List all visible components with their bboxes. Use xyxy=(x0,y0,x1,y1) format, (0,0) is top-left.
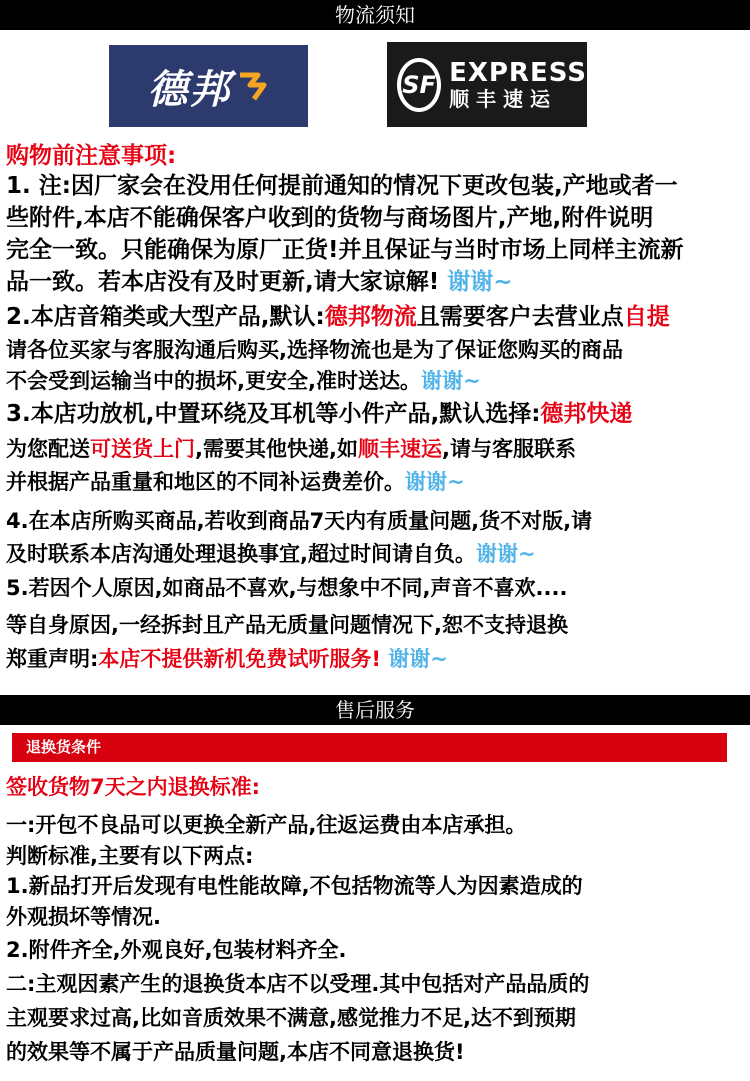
notice-item2-line2: 请各位买家与客服沟通后购买,选择物流也是为了保证您购买的商品 xyxy=(6,338,623,362)
notice-item3-line3: 并根据产品重量和地区的不同补运费差价。谢谢~ xyxy=(6,470,465,494)
sf-logo-chinese: 顺丰速运 xyxy=(449,86,558,111)
return-line-e: 2.附件齐全,外观良好,包装材料齐全. xyxy=(6,938,347,962)
divider xyxy=(12,761,727,762)
return-line-h: 的效果等不属于产品质量问题,本店不同意退换货! xyxy=(6,1040,465,1064)
thanks-text: 谢谢~ xyxy=(447,269,513,295)
notice-heading: 购物前注意事项: xyxy=(6,143,177,169)
sf-circle-icon: SF xyxy=(397,58,441,112)
notice-item4-line1: 4.在本店所购买商品,若收到商品7天内有质量问题,货不对版,请 xyxy=(6,509,593,533)
notice-item3-line2: 为您配送可送货上门,需要其他快递,如顺丰速运,请与客服联系 xyxy=(6,437,576,461)
return-line-b: 判断标准,主要有以下两点: xyxy=(6,844,254,868)
notice-item5-line3: 郑重声明:本店不提供新机免费试听服务! 谢谢~ xyxy=(6,647,448,671)
notice-item2-line3: 不会受到运输当中的损坏,更安全,准时送达。谢谢~ xyxy=(6,369,481,393)
sf-express-logo xyxy=(387,42,587,127)
return-line-c: 1.新品打开后发现有电性能故障,不包括物流等人为因素造成的 xyxy=(6,874,583,898)
notice-item5-line1: 5.若因个人原因,如商品不喜欢,与想象中不同,声音不喜欢.... xyxy=(6,576,568,600)
return-line-d: 外观损坏等情况. xyxy=(6,905,161,929)
after-sales-header: 售后服务 xyxy=(0,695,750,725)
notice-item1-line4: 品一致。若本店没有及时更新,请大家谅解! 谢谢~ xyxy=(6,269,513,295)
thanks-text: 谢谢~ xyxy=(405,470,465,494)
debang-arrow-icon xyxy=(236,69,270,103)
logistics-notice-header: 物流须知 xyxy=(0,0,750,30)
notice-item1-line3: 完全一致。只能确保为原厂正货!并且保证与当时市场上同样主流新 xyxy=(6,237,684,263)
sf-logo-english: EXPRESS xyxy=(449,57,587,88)
return-conditions-tab: 退换货条件 xyxy=(12,733,727,761)
notice-item3-line1: 3.本店功放机,中置环绕及耳机等小件产品,默认选择:德邦快递 xyxy=(6,401,633,427)
thanks-text: 谢谢~ xyxy=(388,647,448,671)
return-standard-heading: 签收货物7天之内退换标准: xyxy=(6,775,261,799)
thanks-text: 谢谢~ xyxy=(475,542,536,566)
debang-logo-text: 德邦 xyxy=(147,66,232,113)
return-line-f: 二:主观因素产生的退换货本店不以受理.其中包括对产品品质的 xyxy=(6,972,590,996)
notice-item1-line2: 些附件,本店不能确保客户收到的货物与商场图片,产地,附件说明 xyxy=(6,205,654,231)
notice-item1-line1: 1. 注:因厂家会在没用任何提前通知的情况下更改包装,产地或者一 xyxy=(6,173,678,199)
notice-item4-line2: 及时联系本店沟通处理退换事宜,超过时间请自负。谢谢~ xyxy=(6,542,536,566)
notice-item5-line2: 等自身原因,一经拆封且产品无质量问题情况下,恕不支持退换 xyxy=(6,613,568,637)
notice-item2-line1: 2.本店音箱类或大型产品,默认:德邦物流且需要客户去营业点自提 xyxy=(6,304,670,330)
thanks-text: 谢谢~ xyxy=(420,369,481,393)
return-line-g: 主观要求过高,比如音质效果不满意,感觉推力不足,达不到预期 xyxy=(6,1006,576,1030)
debang-logo xyxy=(109,45,308,127)
return-line-a: 一:开包不良品可以更换全新产品,往返运费由本店承担。 xyxy=(6,813,527,837)
